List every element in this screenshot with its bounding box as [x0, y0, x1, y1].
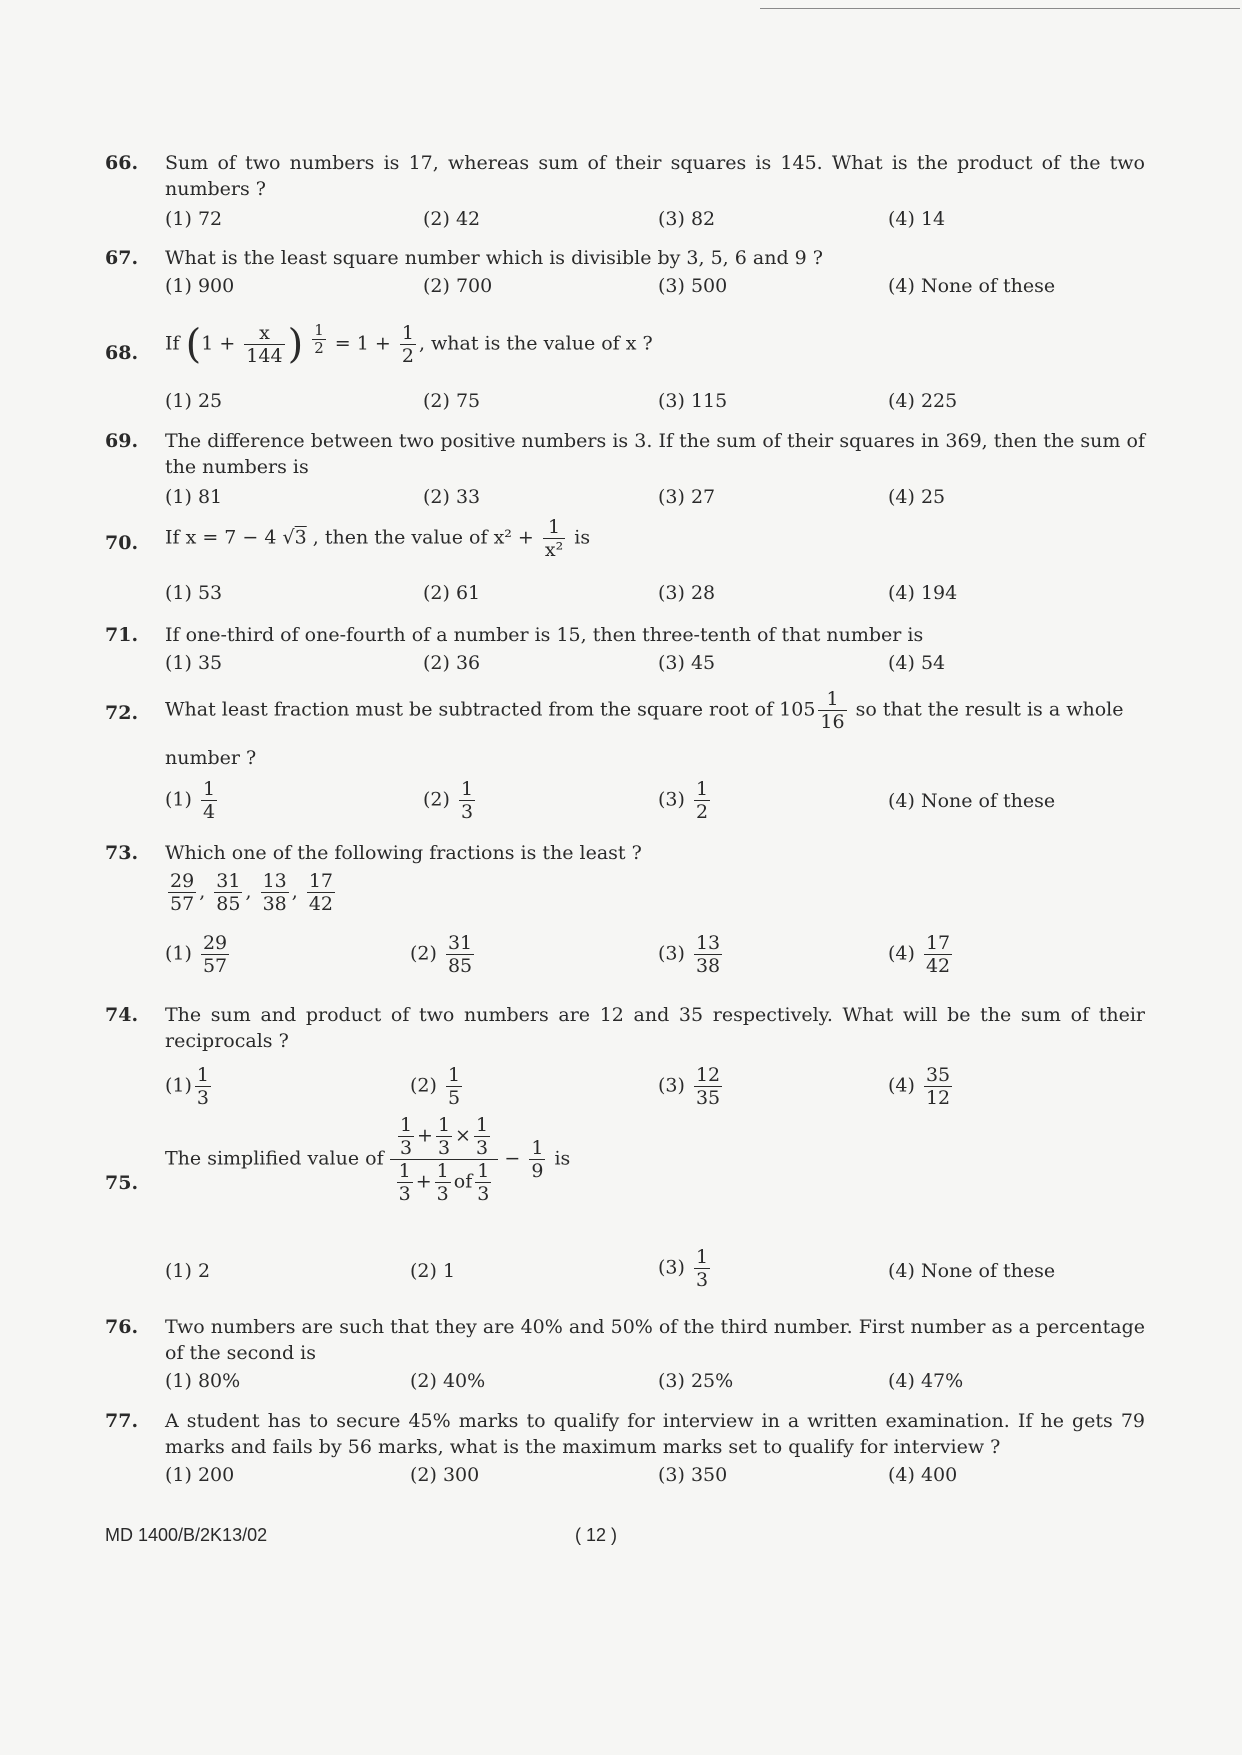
option-4: (4) 47%: [888, 1370, 964, 1392]
question-pre: What least fraction must be subtracted from the square root of 105: [165, 698, 816, 721]
option-4: (4) 14: [888, 208, 946, 230]
option-3: (3) 25%: [658, 1370, 734, 1392]
question-text: What is the least square number which is divisible by 3, 5, 6 and 9 ?: [165, 247, 823, 269]
option-3: (3) $\frac{1}{3}$: [658, 1246, 709, 1291]
question-tail: is: [554, 1147, 571, 1170]
option-1: (1) 81: [165, 486, 223, 508]
option-4: (4) 194: [888, 582, 958, 604]
option-1: (1) 35: [165, 652, 223, 674]
option-2: (2) 300: [410, 1464, 480, 1486]
option-4: (4) None of these: [888, 275, 1056, 297]
question-number: 76.: [105, 1316, 139, 1338]
option-3: (3) 27: [658, 486, 716, 508]
question-number: 70.: [105, 532, 139, 554]
options: [165, 1368, 1145, 1398]
option-2: (2) $\frac{1}{5}$: [410, 1064, 461, 1109]
option-2: (2) $\frac{1}{3}$: [423, 778, 474, 823]
question-text: If one-third of one-fourth of a number is 15, then three-tenth of that number is: [165, 624, 924, 646]
option-2: (2) 42: [423, 208, 481, 230]
paper-code: MD 1400/B/2K13/02: [105, 1525, 268, 1545]
question-text: Sum of two numbers is 17, whereas sum of their squares is 145. What is the product of the two numbers ?: [165, 152, 1145, 200]
page-number: ( 12 ): [575, 1525, 618, 1545]
options: [165, 580, 1145, 610]
option-2: (2) 40%: [410, 1370, 486, 1392]
options: [165, 484, 1145, 514]
question-text: What least fraction must be subtracted from the square root of 105 $\frac{1}{16}$ so that the result is a whole: [165, 688, 1124, 733]
options: [165, 273, 1145, 303]
option-4: (4) $\frac{35}{12}$: [888, 1064, 951, 1109]
question-text: The difference between two positive numbers is 3. If the sum of their squares in 369, then the sum of the numbers is: [165, 430, 1145, 478]
option-3: (3) 115: [658, 390, 728, 412]
option-1: (1) 53: [165, 582, 223, 604]
option-3: (3) $\frac{13}{38}$: [658, 932, 721, 977]
option-1: (1) $\frac{1}{3}$: [165, 1064, 210, 1109]
question-number: 69.: [105, 430, 139, 452]
question-tail: is: [574, 526, 591, 549]
option-1: (1) 25: [165, 390, 223, 412]
option-1: (1) $\frac{29}{57}$: [165, 932, 228, 977]
question-text: Which one of the following fractions is the least ?: [165, 842, 642, 864]
question-number: 77.: [105, 1410, 139, 1432]
option-1: (1) 80%: [165, 1370, 241, 1392]
question-number: 68.: [105, 342, 139, 364]
option-2: (2) 61: [423, 582, 481, 604]
option-2: (2) 1: [410, 1260, 456, 1282]
option-4: (4) 25: [888, 486, 946, 508]
option-4: (4) 54: [888, 652, 946, 674]
question-text: A student has to secure 45% marks to qualify for interview in a written examination. If he gets 79 marks and fails by 56 marks, what is the maximum marks set to qualify for interview ?: [165, 1410, 1145, 1458]
options: [165, 650, 1145, 680]
option-4: (4) $\frac{17}{42}$: [888, 932, 951, 977]
options: [165, 1246, 1145, 1308]
options: [165, 778, 1145, 828]
option-3: (3) 350: [658, 1464, 728, 1486]
question-number: 75.: [105, 1172, 139, 1194]
options: [165, 1462, 1145, 1492]
option-1: (1) 200: [165, 1464, 235, 1486]
question-number: 66.: [105, 152, 139, 174]
question-number: 73.: [105, 842, 139, 864]
question-number: 74.: [105, 1004, 139, 1026]
option-1: (1) $\frac{1}{4}$: [165, 778, 216, 823]
option-4: (4) 400: [888, 1464, 958, 1486]
option-1: (1) 2: [165, 1260, 211, 1282]
question-number: 67.: [105, 247, 139, 269]
question-tail: so that the result is a whole: [855, 698, 1124, 721]
if-word: If: [165, 332, 180, 355]
option-4: (4) None of these: [888, 1260, 1056, 1282]
option-3: (3) 28: [658, 582, 716, 604]
question-text-line2: number ?: [165, 747, 257, 769]
question-text: Two numbers are such that they are 40% and 50% of the third number. First number as a percentage of the second is: [165, 1316, 1145, 1364]
option-4: (4) 225: [888, 390, 958, 412]
options: [165, 1064, 1145, 1114]
question-number: 72.: [105, 702, 139, 724]
option-2: (2) $\frac{31}{85}$: [410, 932, 473, 977]
question-number: 71.: [105, 624, 139, 646]
options: [165, 206, 1145, 236]
complex-fraction: $\frac{1}{3}$ + $\frac{1}{3}$ × $\frac{1}{3}$ $\frac{1}{3}$ + $\frac{1}{3}$ of $\frac{1}{3}$: [390, 1114, 499, 1205]
question-mid: , then the value of x² +: [312, 526, 534, 549]
option-4: (4) None of these: [888, 790, 1056, 812]
sqrt-3: √3: [282, 526, 307, 549]
option-2: (2) 75: [423, 390, 481, 412]
question-text: The simplified value of $\frac{1}{3}$ + $\frac{1}{3}$ × $\frac{1}{3}$ $\frac{1}{3}$ + $\frac{1}{3}$ of $\frac{1}{3}$ − $\frac{1}{9}$ is: [165, 1114, 571, 1205]
option-2: (2) 700: [423, 275, 493, 297]
option-2: (2) 36: [423, 652, 481, 674]
option-3: (3) 500: [658, 275, 728, 297]
question-text: If x = 7 − 4 √3 , then the value of x² + $\frac{1}{\text{x²}}$ is: [165, 516, 591, 561]
question-pre: If x = 7 − 4: [165, 526, 277, 549]
option-3: (3) 45: [658, 652, 716, 674]
option-3: (3) 82: [658, 208, 716, 230]
option-1: (1) 900: [165, 275, 235, 297]
option-1: (1) 72: [165, 208, 223, 230]
fraction-list: $\frac{29}{57}$ , $\frac{31}{85}$ , $\frac{13}{38}$ , $\frac{17}{42}$: [170, 870, 334, 915]
question-pre: The simplified value of: [165, 1147, 384, 1170]
equation: (1 + $\frac{x}{144}$ ) $\frac{1}{2}$ = 1 + $\frac{1}{2}$ ,: [185, 321, 425, 368]
question-tail: what is the value of x ?: [431, 332, 653, 355]
question-text: [165, 322, 1145, 367]
question-text: The sum and product of two numbers are 12 and 35 respectively. What will be the sum of their reciprocals ?: [165, 1004, 1145, 1052]
options: [165, 388, 1145, 418]
options: [165, 932, 1145, 982]
option-3: (3) $\frac{1}{2}$: [658, 778, 709, 823]
option-3: (3) $\frac{12}{35}$: [658, 1064, 721, 1109]
option-2: (2) 33: [423, 486, 481, 508]
